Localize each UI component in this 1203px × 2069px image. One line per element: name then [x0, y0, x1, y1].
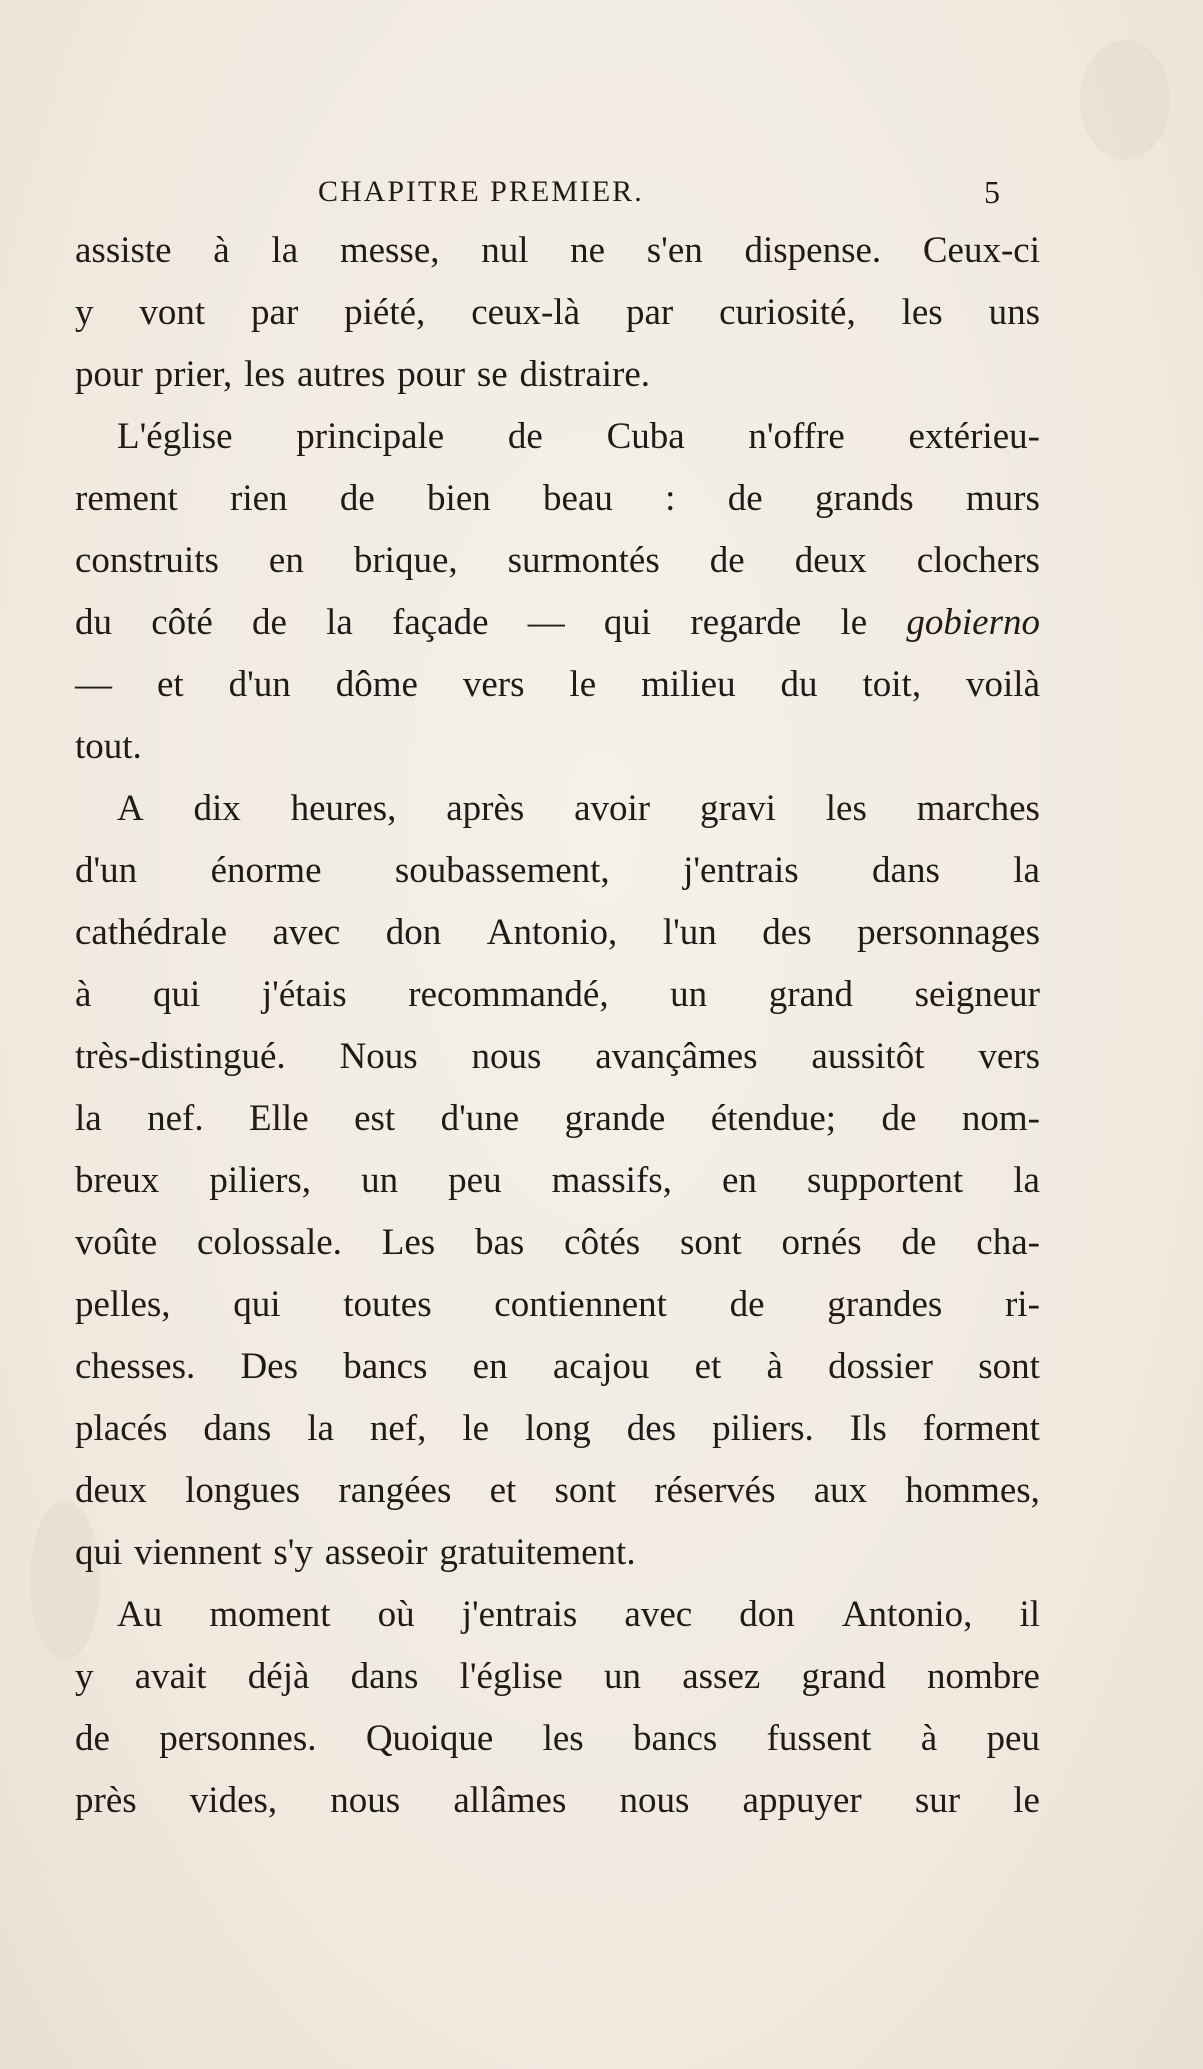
word: milieu [641, 664, 736, 705]
word: cha- [976, 1222, 1040, 1263]
word: de [729, 1284, 765, 1325]
word: supportent [806, 1160, 964, 1201]
text-line [75, 654, 1040, 716]
word: construits [75, 540, 219, 581]
word: la [307, 1408, 334, 1449]
word: de [881, 1098, 917, 1139]
word: le [569, 664, 597, 705]
word: gratuitement. [439, 1532, 636, 1573]
word: et [694, 1346, 722, 1387]
word: de [507, 416, 543, 457]
word: bas [475, 1222, 525, 1263]
word: énorme [210, 850, 322, 891]
word: vont [139, 292, 206, 333]
word: voilà [966, 664, 1040, 705]
word: les [901, 292, 943, 333]
word: moment [209, 1594, 331, 1635]
word: de [339, 478, 375, 519]
word: sur [914, 1780, 961, 1821]
word: allâmes [453, 1780, 567, 1821]
text-line [75, 530, 1040, 592]
word: Au [117, 1594, 163, 1635]
word: un [670, 974, 708, 1015]
word: un [604, 1656, 642, 1697]
text-line [75, 964, 1040, 1026]
text-line [75, 1212, 1040, 1274]
word: long [525, 1408, 591, 1449]
text-line [75, 840, 1040, 902]
word: peu [448, 1160, 502, 1201]
word: brique, [353, 540, 458, 581]
word: s'y [273, 1532, 313, 1573]
word: surmontés [507, 540, 660, 581]
word: un [361, 1160, 399, 1201]
word: les [542, 1718, 584, 1759]
word: nom- [961, 1098, 1040, 1139]
word: du [75, 602, 112, 643]
word: réservés [654, 1470, 776, 1511]
word: la [1013, 1160, 1040, 1201]
word: viennent [134, 1532, 262, 1573]
word: grand [801, 1656, 886, 1697]
word: recommandé, [408, 974, 609, 1015]
word: rien [230, 478, 288, 519]
text-line [75, 220, 1040, 282]
word: du [780, 664, 818, 705]
word: Quoique [365, 1718, 494, 1759]
word: en [721, 1160, 757, 1201]
word: appuyer [742, 1780, 862, 1821]
word: Ceux-ci [922, 230, 1040, 271]
word: à [766, 1346, 783, 1387]
word: grande [564, 1098, 666, 1139]
word: il [1019, 1594, 1040, 1635]
word: ornés [781, 1222, 862, 1263]
word: piété, [344, 292, 426, 333]
word: curiosité, [719, 292, 856, 333]
word: de [709, 540, 745, 581]
word: cathédrale [75, 912, 227, 953]
word: très-distingué. [75, 1036, 286, 1077]
word: dôme [335, 664, 418, 705]
text-line [75, 1150, 1040, 1212]
word: côté [151, 602, 213, 643]
word: d'un [75, 850, 138, 891]
word: asseoir [324, 1532, 428, 1573]
word: après [446, 788, 525, 829]
word: pelles, [75, 1284, 171, 1325]
word: en [472, 1346, 508, 1387]
text-line [75, 1088, 1040, 1150]
word: forment [922, 1408, 1040, 1449]
word: qui [75, 1532, 123, 1573]
text-line [75, 1522, 1040, 1584]
text-line [75, 716, 1040, 778]
word: bien [427, 478, 491, 519]
word: aux [813, 1470, 868, 1511]
word: voûte [75, 1222, 158, 1263]
word: beau [543, 478, 613, 519]
body-text [75, 220, 1040, 1832]
word: avait [134, 1656, 207, 1697]
word: nul [481, 230, 529, 271]
word: autres [297, 354, 386, 395]
word: vers [978, 1036, 1040, 1077]
word: j'étais [261, 974, 347, 1015]
word: près [75, 1780, 137, 1821]
word: les [244, 354, 286, 395]
word: dispense. [744, 230, 882, 271]
word: de [727, 478, 763, 519]
word: L'église [117, 416, 233, 457]
text-line [75, 1336, 1040, 1398]
text-line [75, 1646, 1040, 1708]
word: dans [203, 1408, 272, 1449]
word: principale [296, 416, 445, 457]
word: nombre [926, 1656, 1040, 1697]
word: hommes, [905, 1470, 1040, 1511]
word: se [476, 354, 508, 395]
word: nous [330, 1780, 401, 1821]
word: dans [350, 1656, 419, 1697]
word: à [213, 230, 230, 271]
word: à [920, 1718, 938, 1759]
word: avec [624, 1594, 693, 1635]
word: qui [603, 602, 652, 643]
text-line [75, 282, 1040, 344]
word: de [252, 602, 287, 643]
word: est [354, 1098, 396, 1139]
word: j'entrais [461, 1594, 578, 1635]
word: — [75, 664, 112, 705]
word: nef. [147, 1098, 204, 1139]
chapter-running-title: CHAPITRE PREMIER. [318, 175, 644, 208]
word: piliers, [209, 1160, 312, 1201]
word: don [385, 912, 442, 953]
word: nef, [369, 1408, 427, 1449]
word: Des [240, 1346, 298, 1387]
word: rement [75, 478, 178, 519]
text-line [75, 778, 1040, 840]
word: la [1013, 850, 1040, 891]
word: ceux-là [471, 292, 581, 333]
word: où [377, 1594, 415, 1635]
word: la [326, 602, 353, 643]
word: y [75, 1656, 94, 1697]
word: rangées [338, 1470, 452, 1511]
word: chesses. [75, 1346, 196, 1387]
word: d'une [440, 1098, 520, 1139]
word: vers [462, 664, 525, 705]
text-line [75, 1770, 1040, 1832]
word: grands [814, 478, 914, 519]
text-line [75, 1026, 1040, 1088]
word: colossale. [197, 1222, 342, 1263]
word: peu [986, 1718, 1040, 1759]
word: dix [193, 788, 241, 829]
word: le [840, 602, 868, 643]
text-line [75, 1398, 1040, 1460]
running-head [75, 164, 1040, 220]
word: murs [965, 478, 1040, 519]
word: gravi [699, 788, 776, 829]
word: qui [233, 1284, 281, 1325]
text-line [75, 468, 1040, 530]
word: Cuba [606, 416, 685, 457]
text-line [75, 592, 1040, 654]
word: Ils [849, 1408, 887, 1449]
word: dans [872, 850, 940, 891]
word: côtés [564, 1222, 641, 1263]
word: don [739, 1594, 795, 1635]
word: A [117, 788, 144, 829]
word: déjà [247, 1656, 310, 1697]
word: sont [978, 1346, 1040, 1387]
word: vides, [189, 1780, 278, 1821]
word: les [825, 788, 867, 829]
word: façade [392, 602, 489, 643]
word: de [901, 1222, 937, 1263]
word: s'en [646, 230, 703, 271]
word: gobierno [906, 602, 1040, 643]
word: deux [794, 540, 867, 581]
text-line [75, 902, 1040, 964]
word: regarde [690, 602, 802, 643]
word: en [268, 540, 304, 581]
text-line [75, 1708, 1040, 1770]
word: — [527, 602, 565, 643]
word: le [1013, 1780, 1040, 1821]
word: Antonio, [486, 912, 618, 953]
word: piliers. [712, 1408, 814, 1449]
word: nous [619, 1780, 690, 1821]
word: qui [153, 974, 201, 1015]
word: Antonio, [841, 1594, 973, 1635]
page-number: 5 [984, 174, 1002, 210]
word: avoir [574, 788, 651, 829]
word: marches [916, 788, 1040, 829]
word: et [489, 1470, 517, 1511]
word: extérieu- [908, 416, 1040, 457]
word: heures, [290, 788, 397, 829]
word: seigneur [914, 974, 1040, 1015]
word: bancs [633, 1718, 718, 1759]
word: grandes [827, 1284, 943, 1325]
word: personnages [857, 912, 1040, 953]
word: assez [682, 1656, 761, 1697]
word: des [626, 1408, 677, 1449]
word: dossier [828, 1346, 933, 1387]
word: breux [75, 1160, 160, 1201]
word: le [462, 1408, 490, 1449]
word: ri- [1004, 1284, 1040, 1325]
word: la [75, 1098, 102, 1139]
word: longues [185, 1470, 301, 1511]
word: Les [381, 1222, 436, 1263]
text-line [75, 344, 1040, 406]
word: assiste [75, 230, 172, 271]
text-line [75, 1460, 1040, 1522]
word: bancs [343, 1346, 428, 1387]
word: j'entrais [683, 850, 799, 891]
word: à [75, 974, 92, 1015]
word: y [75, 292, 94, 333]
word: toutes [343, 1284, 432, 1325]
paper-stain [1080, 40, 1170, 160]
word: tout. [75, 726, 142, 767]
word: messe, [339, 230, 440, 271]
word: Nous [339, 1036, 418, 1077]
word: personnes. [159, 1718, 317, 1759]
word: acajou [552, 1346, 650, 1387]
word: des [762, 912, 812, 953]
word: ne [570, 230, 606, 271]
word: sont [680, 1222, 742, 1263]
word: deux [75, 1470, 147, 1511]
text-block [75, 164, 1040, 1832]
word: distraire. [519, 354, 651, 395]
word: massifs, [551, 1160, 672, 1201]
word: toit, [862, 664, 922, 705]
word: sont [554, 1470, 617, 1511]
word: par [625, 292, 674, 333]
word: l'église [459, 1656, 563, 1697]
word: Elle [249, 1098, 309, 1139]
text-line [75, 1274, 1040, 1336]
word: n'offre [748, 416, 845, 457]
word: pour [397, 354, 466, 395]
word: pour [75, 354, 143, 395]
word: grand [768, 974, 854, 1015]
word: soubassement, [394, 850, 610, 891]
text-line [75, 1584, 1040, 1646]
word: prier, [154, 354, 233, 395]
word: aussitôt [811, 1036, 925, 1077]
word: : [665, 478, 676, 519]
word: clochers [916, 540, 1040, 581]
word: d'un [228, 664, 291, 705]
word: avec [272, 912, 341, 953]
word: fussent [766, 1718, 872, 1759]
word: uns [988, 292, 1040, 333]
word: placés [75, 1408, 168, 1449]
word: par [251, 292, 299, 333]
word: et [156, 664, 184, 705]
word: de [75, 1718, 110, 1759]
word: l'un [662, 912, 717, 953]
word: avançâmes [595, 1036, 758, 1077]
word: la [271, 230, 299, 271]
word: nous [471, 1036, 542, 1077]
text-line [75, 406, 1040, 468]
word: étendue; [710, 1098, 837, 1139]
word: contiennent [494, 1284, 667, 1325]
